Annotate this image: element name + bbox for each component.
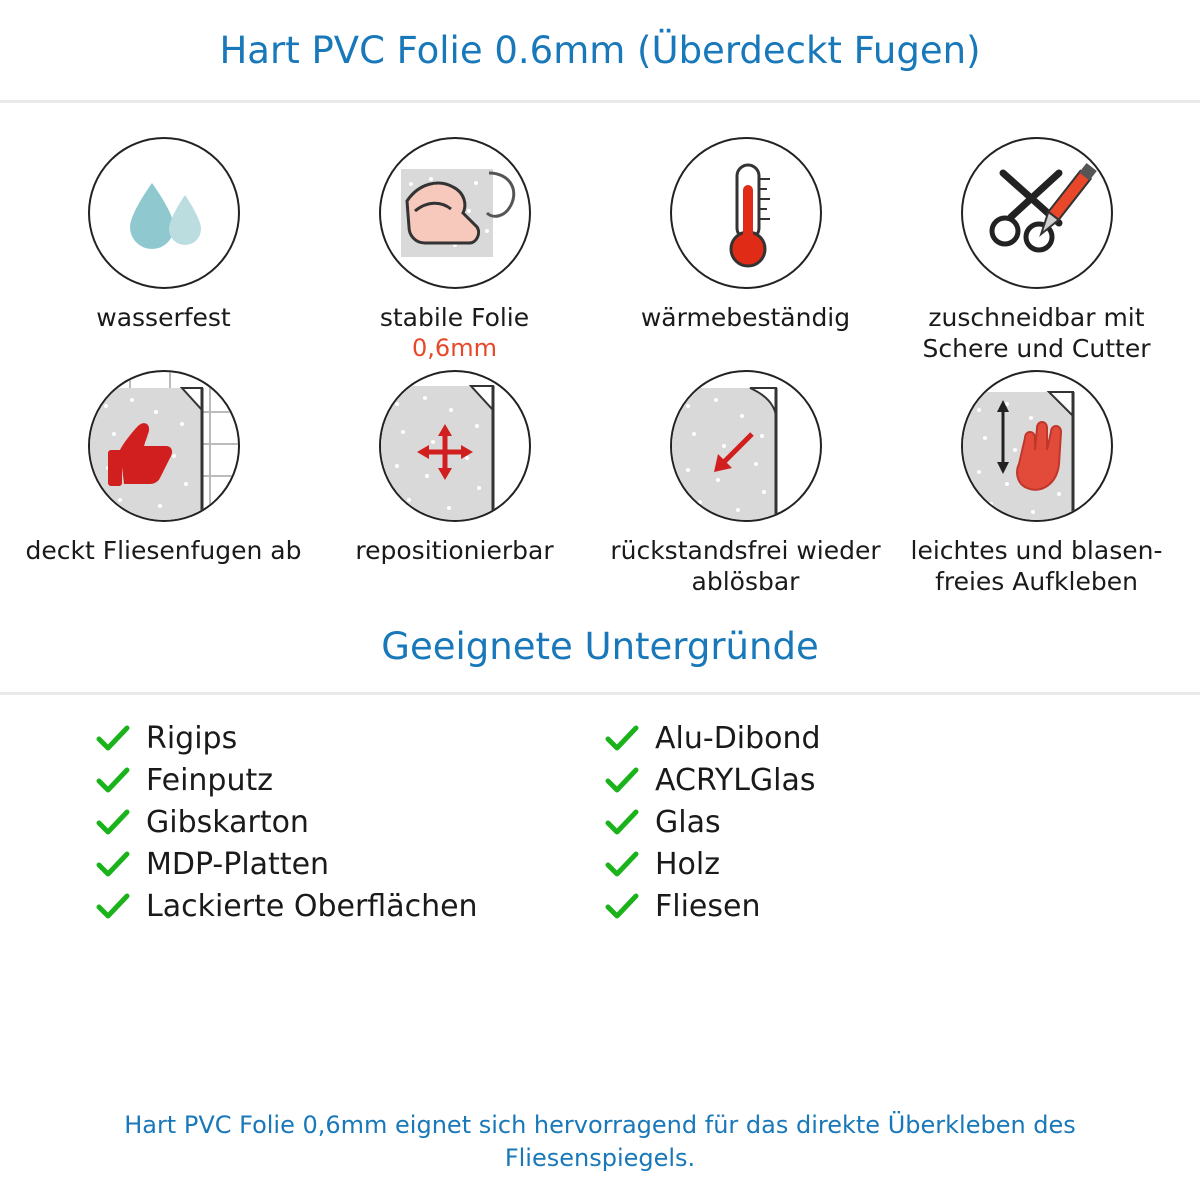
list-item-label: Gibskarton	[146, 805, 309, 840]
substrates-divider	[0, 692, 1200, 695]
check-icon	[605, 851, 639, 879]
list-item-label: MDP-Platten	[146, 847, 330, 882]
feature-item	[600, 370, 891, 597]
list-item-label: Rigips	[146, 721, 238, 756]
header	[0, 0, 1200, 100]
feature-item	[600, 137, 891, 364]
list-item	[605, 847, 1104, 882]
list-item	[605, 721, 1104, 756]
list-item	[605, 763, 1104, 798]
check-icon	[96, 851, 130, 879]
reposition-arrows-icon	[379, 370, 531, 522]
feature-label: wärmebeständig	[640, 303, 851, 332]
check-icon	[96, 893, 130, 921]
feature-item	[891, 137, 1182, 364]
page-title: Hart PVC Folie 0.6mm (Überdeckt Fugen)	[219, 28, 981, 72]
check-icon	[96, 767, 130, 795]
list-item	[96, 805, 595, 840]
substrates-column-right	[605, 721, 1104, 924]
check-icon	[605, 809, 639, 837]
check-icon	[96, 809, 130, 837]
list-item-label: ACRYLGlas	[655, 763, 816, 798]
check-icon	[605, 893, 639, 921]
substrates-list	[0, 721, 1200, 924]
substrates-title: Geeignete Untergründe	[381, 625, 819, 668]
check-icon	[605, 725, 639, 753]
list-item	[96, 847, 595, 882]
peel-off-arrow-icon	[670, 370, 822, 522]
hand-smoothing-icon	[961, 370, 1113, 522]
feature-label: rückstandsfrei wieder ablösbar	[610, 536, 881, 596]
feature-item	[309, 370, 600, 597]
feature-label: wasserfest	[96, 303, 231, 332]
feature-sublabel: 0,6mm	[412, 333, 497, 362]
feature-label: leichtes und blasen-freies Aufkleben	[910, 536, 1163, 596]
list-item-label: Feinputz	[146, 763, 273, 798]
thermometer-icon	[670, 137, 822, 289]
feature-label: deckt Fliesenfugen ab	[25, 536, 302, 565]
feature-label: zuschneidbar mit Schere und Cutter	[922, 303, 1151, 363]
list-item	[605, 805, 1104, 840]
footer-note: Hart PVC Folie 0,6mm eignet sich hervorragend für das direkte Überkleben des Fliesenspiegels.	[124, 1111, 1076, 1172]
check-icon	[605, 767, 639, 795]
feature-item	[18, 370, 309, 597]
list-item	[96, 721, 595, 756]
list-item-label: Alu-Dibond	[655, 721, 821, 756]
list-item	[96, 763, 595, 798]
feature-item	[18, 137, 309, 364]
list-item-label: Holz	[655, 847, 720, 882]
list-item-label: Glas	[655, 805, 721, 840]
check-icon	[96, 725, 130, 753]
list-item	[605, 889, 1104, 924]
feature-grid	[0, 103, 1200, 597]
list-item-label: Fliesen	[655, 889, 761, 924]
flexing-arm-icon	[379, 137, 531, 289]
feature-label: stabile Folie	[379, 303, 530, 332]
feature-label: repositionierbar	[355, 536, 554, 565]
substrates-header	[0, 625, 1200, 668]
thumbs-up-tile-icon	[88, 370, 240, 522]
list-item-label: Lackierte Oberflächen	[146, 889, 478, 924]
scissors-cutter-icon	[961, 137, 1113, 289]
list-item	[96, 889, 595, 924]
feature-item	[891, 370, 1182, 597]
water-drops-icon	[88, 137, 240, 289]
substrates-column-left	[96, 721, 595, 924]
feature-item	[309, 137, 600, 364]
